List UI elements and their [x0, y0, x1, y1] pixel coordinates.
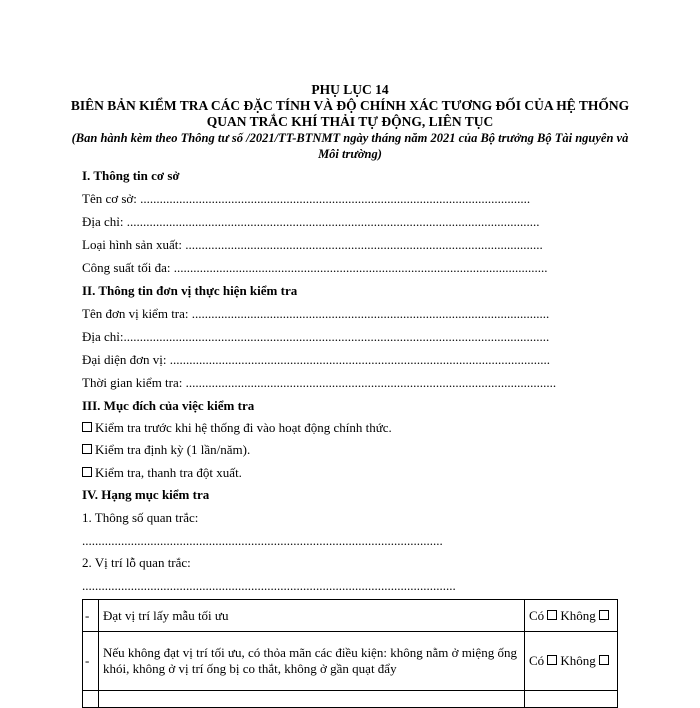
table-row: [83, 691, 618, 708]
row-bullet: -: [83, 600, 99, 632]
section-2-heading: II. Thông tin đơn vị thực hiện kiểm tra: [82, 283, 298, 298]
section-4-heading: IV. Hạng mục kiểm tra: [82, 487, 210, 502]
checkbox-icon[interactable]: [547, 610, 557, 620]
table-row: [83, 632, 618, 691]
field-inspection-time: Thời gian kiểm tra: ..................................................................................................................: [82, 375, 557, 390]
purpose-option-label: Kiểm tra trước khi hệ thống đi vào hoạt động chính thức.: [95, 420, 392, 435]
checkbox-icon[interactable]: [599, 610, 609, 620]
field-unit-representative: Đại diện đơn vị: .....................................................................................................................: [82, 352, 550, 367]
table-row: [83, 600, 618, 632]
inspection-table: [82, 599, 618, 708]
row-answer: [525, 600, 618, 632]
section-1-heading: I. Thông tin cơ sở: [82, 168, 180, 183]
purpose-option-3: [82, 465, 242, 481]
checkbox-icon[interactable]: [82, 467, 92, 477]
document-note: (Ban hành kèm theo Thông tư số /2021/TT-BTNMT ngày tháng năm 2021 của Bộ trưởng Bộ Tài nguyên và Môi trường): [71, 131, 629, 161]
row-answer: [525, 691, 618, 708]
field-max-capacity: Công suất tối đa: ...................................................................................................................: [82, 260, 548, 275]
purpose-option-1: [82, 420, 392, 436]
section-3-heading: III. Mục đích của việc kiểm tra: [82, 398, 255, 413]
document-title: PHỤ LỤC 14: [311, 82, 389, 97]
yes-label: Có: [529, 607, 545, 623]
row-criterion: Đạt vị trí lấy mẫu tối ưu: [99, 600, 525, 632]
monitoring-port-dots: ...................................................................................................................: [82, 578, 456, 593]
purpose-option-label: Kiểm tra định kỳ (1 lần/năm).: [95, 442, 251, 457]
monitoring-port-label: 2. Vị trí lỗ quan trắc:: [82, 555, 191, 570]
purpose-option-2: [82, 442, 250, 458]
field-facility-name: Tên cơ sở: ........................................................................................................................: [82, 191, 531, 206]
row-criterion: [99, 691, 525, 708]
checkbox-icon[interactable]: [547, 655, 557, 665]
checkbox-icon[interactable]: [82, 422, 92, 432]
field-address: Địa chỉ: ...............................................................................................................................: [82, 214, 540, 229]
field-inspector-address: Địa chỉ:...................................................................................................................................: [82, 329, 550, 344]
no-label: Không: [560, 653, 596, 668]
row-criterion: Nếu không đạt vị trí tối ưu, có thỏa mãn các điều kiện: không nằm ở miệng ống khói, không ở vị trí ống bị co thắt, không ở gần quạt đẩy: [99, 632, 525, 691]
field-inspector-unit: Tên đơn vị kiểm tra: ..............................................................................................................: [82, 306, 550, 321]
monitoring-params-dots: ...............................................................................................................: [82, 533, 443, 548]
monitoring-params-label: 1. Thông số quan trắc:: [82, 510, 199, 525]
no-label: Không: [560, 607, 596, 623]
purpose-option-label: Kiểm tra, thanh tra đột xuất.: [95, 465, 242, 480]
checkbox-icon[interactable]: [599, 655, 609, 665]
document-header: [70, 82, 630, 162]
document-subtitle: BIÊN BẢN KIỂM TRA CÁC ĐẶC TÍNH VÀ ĐỘ CHÍNH XÁC TƯƠNG ĐỐI CỦA HỆ THỐNG QUAN TRẮC KHÍ THẢI TỰ ĐỘNG, LIÊN TỤC: [70, 98, 630, 129]
row-answer: [525, 632, 618, 691]
row-bullet: -: [83, 632, 99, 691]
row-bullet: [83, 691, 99, 708]
yes-label: Có: [529, 653, 545, 668]
field-production-type: Loại hình sản xuất: ..............................................................................................................: [82, 237, 543, 252]
checkbox-icon[interactable]: [82, 444, 92, 454]
